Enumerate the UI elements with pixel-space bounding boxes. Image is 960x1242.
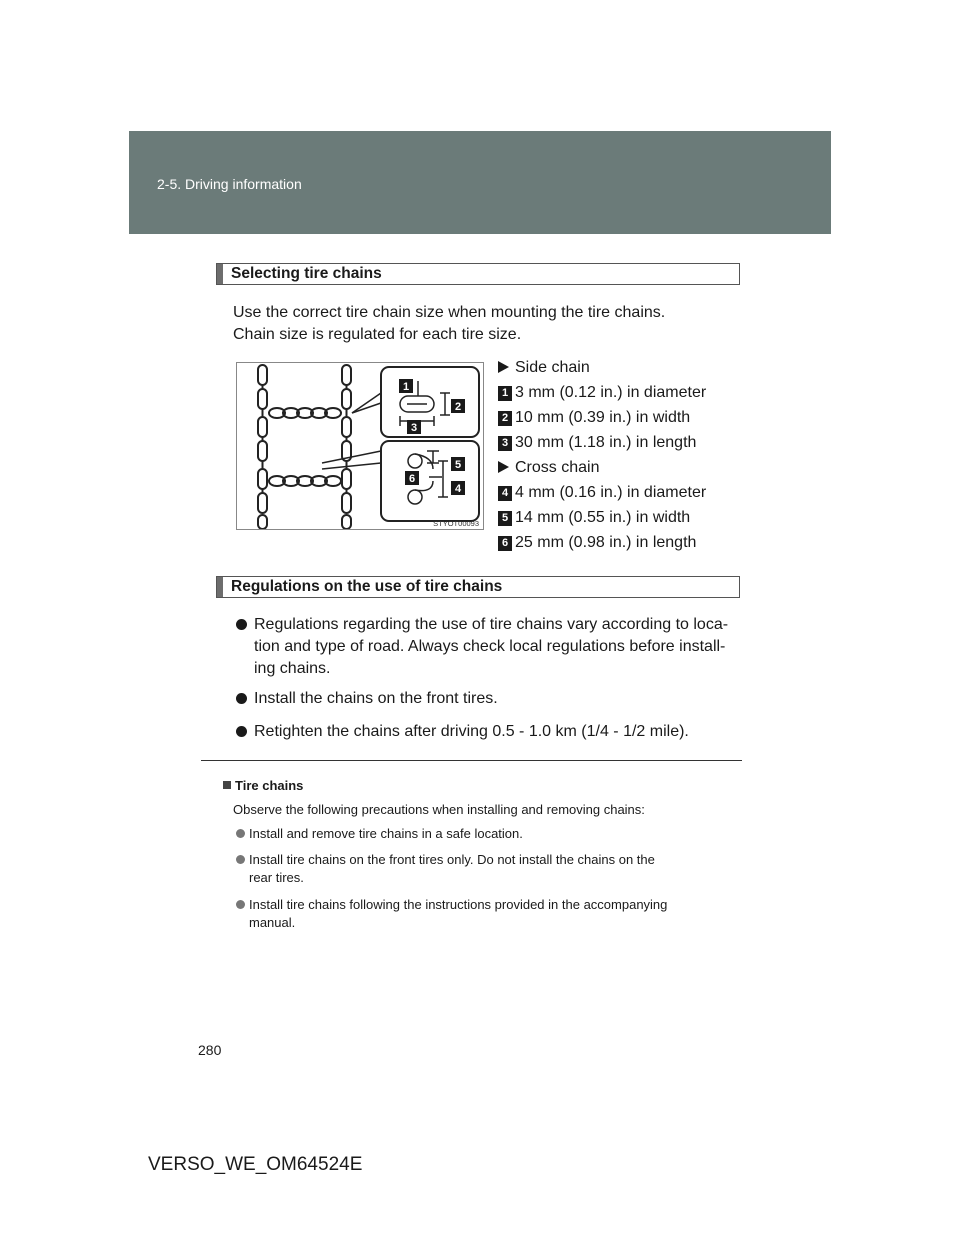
triangle-bullet-icon bbox=[498, 461, 509, 473]
spec-item-1 bbox=[498, 384, 706, 402]
bullet-dot-icon bbox=[236, 693, 247, 704]
section-heading-selecting-tire-chains bbox=[216, 263, 740, 285]
cross-chain-text: Cross chain bbox=[515, 459, 600, 476]
number-badge: 1 bbox=[498, 386, 512, 401]
intro-line-1: Use the correct tire chain size when mounting the tire chains. bbox=[233, 304, 666, 321]
number-badge: 2 bbox=[498, 411, 512, 426]
spec-text: 3 mm (0.12 in.) in diameter bbox=[515, 384, 707, 401]
text-line: Install tire chains on the front tires only. Do not install the chains on the bbox=[249, 852, 655, 867]
section-title: Regulations on the use of tire chains bbox=[231, 578, 503, 595]
bullet-dot-icon bbox=[236, 900, 245, 909]
spec-text: 25 mm (0.98 in.) in length bbox=[515, 534, 697, 551]
triangle-bullet-icon bbox=[498, 361, 509, 373]
svg-text:1: 1 bbox=[402, 381, 410, 393]
side-chain-text: Side chain bbox=[515, 359, 590, 376]
note-intro: Observe the following precautions when installing and removing chains: bbox=[233, 802, 645, 817]
number-badge: 5 bbox=[498, 511, 512, 526]
text-line: ing chains. bbox=[254, 660, 331, 677]
text-line: Regulations regarding the use of tire chains vary according to loca- bbox=[254, 616, 729, 633]
bullet-dot-icon bbox=[236, 619, 247, 630]
list-item-text: Install the chains on the front tires. bbox=[254, 690, 498, 707]
document-code: VERSO_WE_OM64524E bbox=[148, 1154, 363, 1175]
spec-item-6 bbox=[498, 534, 696, 552]
spec-item-5 bbox=[498, 509, 690, 527]
bullet-dot-icon bbox=[236, 726, 247, 737]
spec-item-3 bbox=[498, 434, 696, 452]
svg-text:2: 2 bbox=[454, 401, 462, 413]
spec-item-2 bbox=[498, 409, 690, 427]
note-heading-text: Tire chains bbox=[235, 778, 304, 793]
bullet-dot-icon bbox=[236, 855, 245, 864]
cross-chain-label bbox=[498, 459, 599, 477]
text-line: rear tires. bbox=[249, 870, 304, 885]
number-badge: 6 bbox=[498, 536, 512, 551]
intro-line-2: Chain size is regulated for each tire size. bbox=[233, 326, 522, 343]
spec-text: 10 mm (0.39 in.) in width bbox=[515, 409, 691, 426]
spec-item-4 bbox=[498, 484, 706, 502]
header-section-title: 2-5. Driving information bbox=[157, 176, 302, 192]
tire-chain-diagram bbox=[236, 362, 484, 530]
spec-text: 4 mm (0.16 in.) in diameter bbox=[515, 484, 707, 501]
section-heading-regulations bbox=[216, 576, 740, 598]
heading-accent-bar bbox=[217, 264, 223, 284]
figure-code: STYOT00093 bbox=[433, 519, 479, 528]
list-item-text: Install and remove tire chains in a safe location. bbox=[249, 826, 523, 841]
svg-text:6: 6 bbox=[408, 473, 416, 485]
list-item-text: Retighten the chains after driving 0.5 - 1.0 km (1/4 - 1/2 mile). bbox=[254, 723, 689, 740]
spec-text: 14 mm (0.55 in.) in width bbox=[515, 509, 691, 526]
svg-text:4: 4 bbox=[454, 483, 462, 495]
list-item-text bbox=[249, 851, 744, 887]
divider bbox=[201, 760, 742, 761]
note-heading bbox=[223, 778, 303, 793]
number-badge: 4 bbox=[498, 486, 512, 501]
list-item-text bbox=[254, 614, 744, 680]
svg-text:3: 3 bbox=[410, 422, 418, 434]
text-line: tion and type of road. Always check local regulations before install- bbox=[254, 638, 726, 655]
text-line: manual. bbox=[249, 915, 296, 930]
bullet-dot-icon bbox=[236, 829, 245, 838]
list-item-text bbox=[249, 896, 744, 932]
square-bullet-icon bbox=[223, 781, 231, 789]
page-number: 280 bbox=[198, 1042, 222, 1058]
heading-accent-bar bbox=[217, 577, 223, 597]
number-badge: 3 bbox=[498, 436, 512, 451]
chain-illustration bbox=[237, 363, 483, 529]
text-line: Install tire chains following the instructions provided in the accompanying bbox=[249, 897, 668, 912]
svg-text:5: 5 bbox=[454, 459, 462, 471]
spec-text: 30 mm (1.18 in.) in length bbox=[515, 434, 697, 451]
section-title: Selecting tire chains bbox=[231, 265, 382, 282]
side-chain-label bbox=[498, 359, 590, 377]
page-header bbox=[129, 131, 831, 234]
